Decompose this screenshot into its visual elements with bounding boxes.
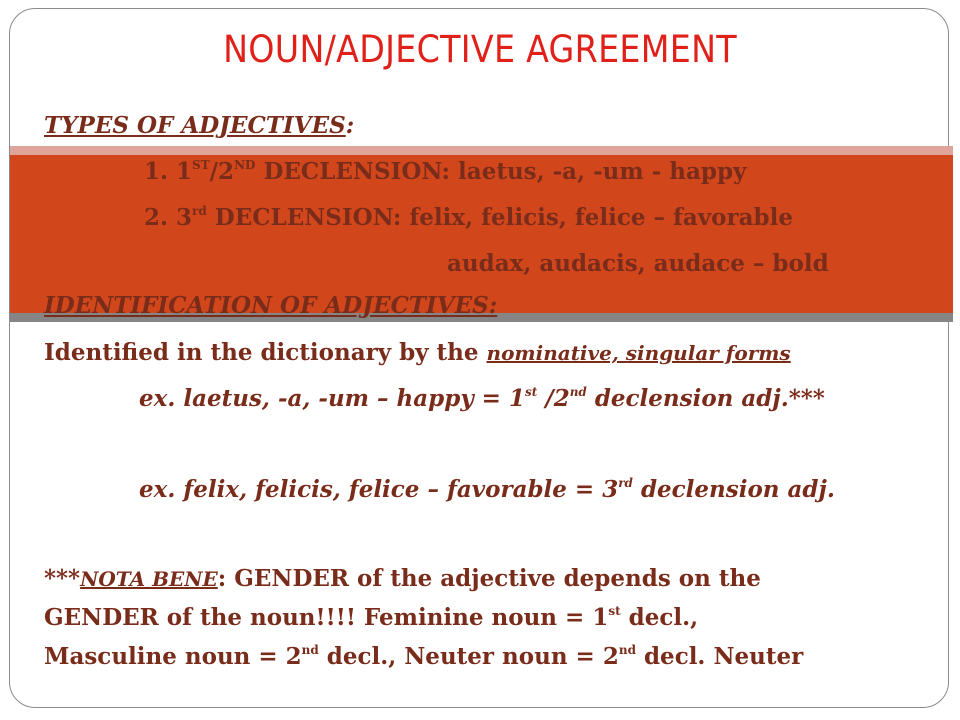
example2-sup: rd <box>618 476 633 490</box>
example1-mid: /2 <box>537 385 570 412</box>
identified-text: Identified in the dictionary by the <box>44 339 487 366</box>
nota-line-2 <box>44 604 698 631</box>
nota-bene-label: NOTA BENE <box>80 567 218 591</box>
nota-line-1 <box>44 565 761 592</box>
example2-post: declension adj. <box>632 476 835 503</box>
type-item-1 <box>144 158 746 185</box>
nota-line3-sup2: nd <box>618 643 636 657</box>
example-1 <box>139 385 825 412</box>
nota-line2-pre: GENDER of the noun!!!! Feminine noun = 1 <box>44 604 609 631</box>
item2-number: 2. <box>144 204 169 231</box>
item2-base: 3 <box>176 204 193 231</box>
type-item-2 <box>144 204 793 231</box>
item1-base: 1 <box>176 158 193 185</box>
nota-line1-text: : GENDER of the adjective depends on the <box>217 565 761 592</box>
types-colon: : <box>345 112 355 139</box>
nota-line3-post: decl. Neuter <box>635 643 804 670</box>
item2-text: DECLENSION: felix, felicis, felice – favorable <box>206 204 793 231</box>
example1-post: declension adj.*** <box>586 385 825 412</box>
nota-line3-mid: decl., Neuter noun = 2 <box>318 643 619 670</box>
identification-heading: IDENTIFICATION OF ADJECTIVES: <box>44 292 498 319</box>
item1-sup2: ND <box>234 158 256 172</box>
example1-sup2: nd <box>569 385 587 399</box>
nota-stars: *** <box>44 565 81 592</box>
band-top-stripe <box>10 146 953 155</box>
nota-line-3 <box>44 643 803 670</box>
example-2 <box>139 476 835 503</box>
nota-line3-sup1: nd <box>301 643 319 657</box>
item1-sup1: ST <box>192 158 210 172</box>
types-heading-line <box>44 112 354 139</box>
type-item-2b: audax, audacis, audace – bold <box>447 250 829 277</box>
slide-title: NOUN/ADJECTIVE AGREEMENT <box>223 28 737 71</box>
nota-line2-sup: st <box>608 604 621 618</box>
identified-forms: nominative, singular forms <box>486 341 791 365</box>
example1-pre: ex. laetus, -a, -um – happy = 1 <box>139 385 525 412</box>
item1-number: 1. <box>144 158 169 185</box>
example1-sup1: st <box>524 385 538 399</box>
types-heading: TYPES OF ADJECTIVES <box>44 112 346 139</box>
nota-line3-pre: Masculine noun = 2 <box>44 643 302 670</box>
item2-sup: rd <box>192 204 207 218</box>
nota-line2-post: decl., <box>620 604 699 631</box>
example2-pre: ex. felix, felicis, felice – favorable = 3 <box>139 476 619 503</box>
item1-text: DECLENSION: laetus, -a, -um - happy <box>255 158 747 185</box>
identified-line <box>44 339 791 366</box>
item1-slash: /2 <box>209 158 235 185</box>
